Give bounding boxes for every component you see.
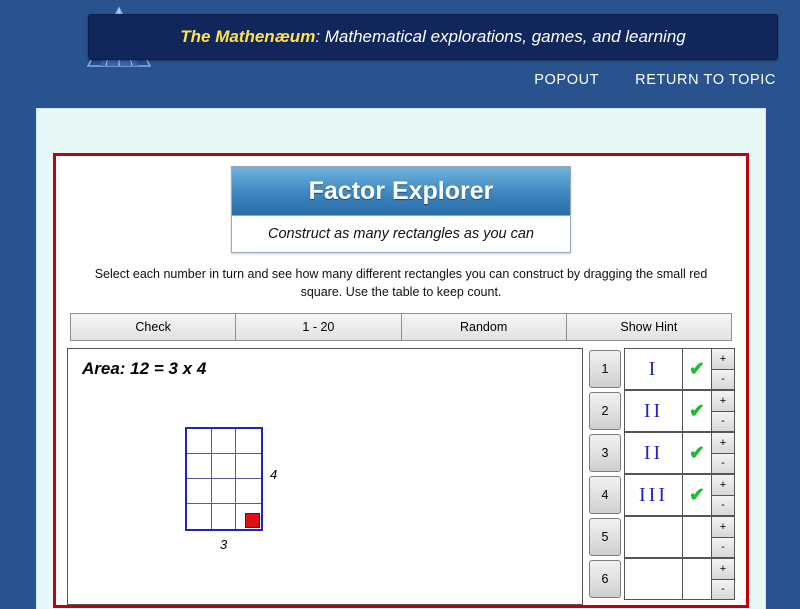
plus-button[interactable]: + [712, 475, 734, 496]
rectangle-grid[interactable] [185, 427, 263, 531]
grid-cell [187, 479, 212, 504]
number-button-2[interactable]: 2 [589, 392, 621, 430]
site-brand: The Mathenæum [180, 27, 316, 46]
stepper [711, 558, 735, 600]
grid-cell [236, 454, 261, 479]
stepper [711, 348, 735, 390]
check-icon: ✔ [682, 348, 711, 390]
site-banner [88, 14, 778, 60]
number-button-4[interactable]: 4 [589, 476, 621, 514]
factor-explorer-applet [53, 153, 749, 608]
number-button-6[interactable]: 6 [589, 560, 621, 598]
table-row [589, 474, 735, 516]
table-row [589, 558, 735, 600]
tally-cell: II [624, 432, 682, 474]
top-nav [534, 72, 776, 88]
minus-button[interactable]: - [712, 412, 734, 432]
check-icon: ✔ [682, 432, 711, 474]
table-row [589, 348, 735, 390]
width-label: 3 [220, 537, 228, 552]
range-button[interactable]: 1 - 20 [236, 314, 401, 340]
grid-cell [187, 504, 212, 529]
banner-title [180, 27, 686, 47]
stepper [711, 474, 735, 516]
stepper [711, 432, 735, 474]
applet-subtitle-bar [232, 216, 570, 252]
number-button-3[interactable]: 3 [589, 434, 621, 472]
grid-cell [212, 504, 237, 529]
site-tagline: : Mathematical explorations, games, and learning [315, 27, 686, 46]
applet-subtitle: Construct as many rectangles as you can [268, 226, 534, 242]
table-row [589, 516, 735, 558]
table-row [589, 432, 735, 474]
plus-button[interactable]: + [712, 517, 734, 538]
applet-title-bar [232, 167, 570, 216]
number-button-1[interactable]: 1 [589, 350, 621, 388]
tally-cell: I [624, 348, 682, 390]
tally-cell: III [624, 474, 682, 516]
grid-cell [212, 429, 237, 454]
minus-button[interactable]: - [712, 370, 734, 390]
minus-button[interactable]: - [712, 538, 734, 558]
plus-button[interactable]: + [712, 433, 734, 454]
grid-cell [236, 429, 261, 454]
random-button[interactable]: Random [402, 314, 567, 340]
check-icon [682, 516, 711, 558]
plus-button[interactable]: + [712, 559, 734, 580]
table-row [589, 390, 735, 432]
grid-cell [212, 479, 237, 504]
number-button-5[interactable]: 5 [589, 518, 621, 556]
stepper [711, 516, 735, 558]
applet-title-plate [231, 166, 571, 253]
red-square-drag-handle-icon[interactable] [245, 513, 260, 528]
minus-button[interactable]: - [712, 496, 734, 516]
tally-cell [624, 558, 682, 600]
check-icon: ✔ [682, 390, 711, 432]
page-title: Factor Explorer [308, 176, 494, 205]
tally-cell [624, 516, 682, 558]
check-icon: ✔ [682, 474, 711, 516]
plus-button[interactable]: + [712, 391, 734, 412]
tally-cell: II [624, 390, 682, 432]
height-label: 4 [270, 467, 278, 482]
workspace [67, 348, 735, 605]
minus-button[interactable]: - [712, 580, 734, 600]
grid-cell [187, 454, 212, 479]
plus-button[interactable]: + [712, 349, 734, 370]
rectangle-canvas[interactable] [67, 348, 583, 605]
check-icon [682, 558, 711, 600]
check-button[interactable]: Check [71, 314, 236, 340]
minus-button[interactable]: - [712, 454, 734, 474]
return-to-topic-link[interactable]: RETURN TO TOPIC [635, 72, 776, 88]
grid-cell [187, 429, 212, 454]
stepper [711, 390, 735, 432]
area-label: Area: 12 = 3 x 4 [82, 359, 207, 378]
grid-cell [236, 479, 261, 504]
show-hint-button[interactable]: Show Hint [567, 314, 731, 340]
content-panel [36, 108, 766, 609]
count-table [589, 348, 735, 605]
toolbar [70, 313, 732, 341]
popout-link[interactable]: POPOUT [534, 72, 600, 88]
grid-cell [212, 454, 237, 479]
instructions-text: Select each number in turn and see how many different rectangles you can construct by dragging the small red square. Use the table to keep count. [94, 267, 708, 300]
